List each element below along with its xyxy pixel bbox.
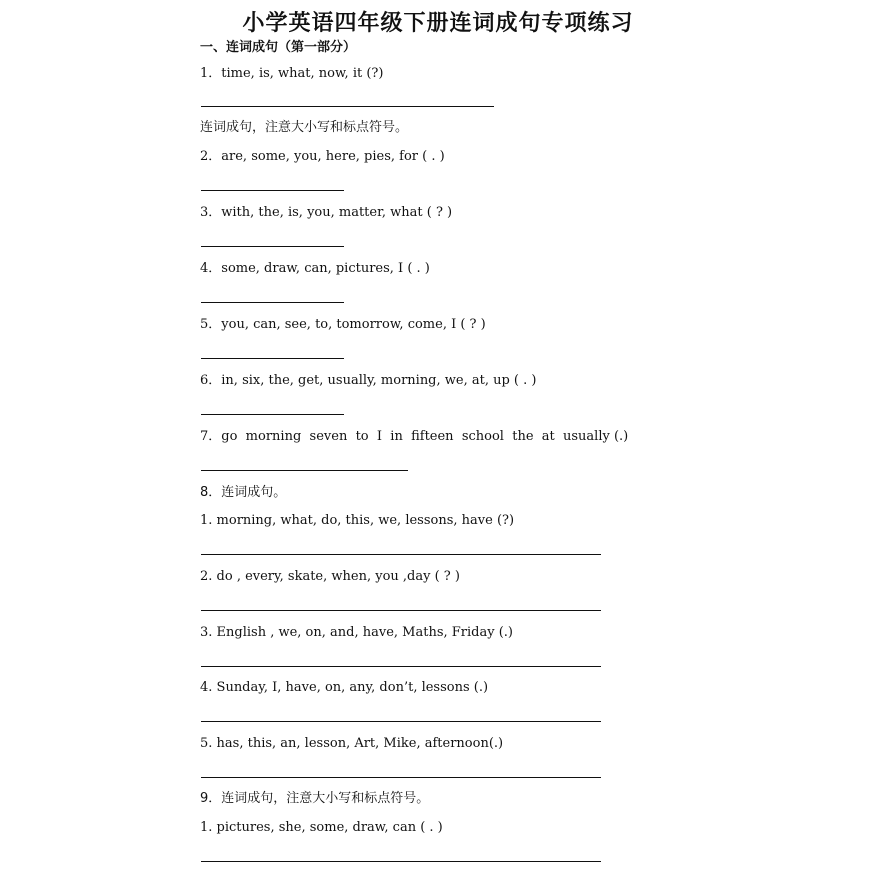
answer-line-5[interactable] [201, 358, 344, 359]
question-5: 5．you, can, see, to, tomorrow, come, I ( ? ) [200, 317, 486, 332]
question-2: 2．are, some, you, here, pies, for ( . ) [200, 149, 445, 164]
answer-line-8-2[interactable] [201, 610, 601, 611]
question-8-1: 1. morning, what, do, this, we, lessons, have (?) [200, 513, 515, 528]
answer-line-4[interactable] [201, 302, 344, 303]
question-8-2: 2. do , every, skate, when, you ,day ( ? ) [200, 569, 460, 584]
page-title: 小学英语四年级下册连词成句专项练习 [242, 11, 634, 36]
answer-line-8-5[interactable] [201, 777, 601, 778]
answer-line-3[interactable] [201, 246, 344, 247]
question-8-heading: 8．连词成句。 [200, 485, 287, 500]
question-4: 4．some, draw, can, pictures, I ( . ) [200, 261, 430, 276]
question-9-heading: 9．连词成句，注意大小写和标点符号。 [200, 791, 430, 806]
question-8-4: 4. Sunday, I, have, on, any, don’t, lessons (.) [200, 680, 489, 695]
answer-line-1[interactable] [201, 106, 494, 107]
question-6: 6．in, six, the, get, usually, morning, we, at, up ( . ) [200, 373, 537, 388]
answer-line-8-1[interactable] [201, 554, 601, 555]
question-8-3: 3. English , we, on, and, have, Maths, Friday (.) [200, 625, 513, 640]
question-1: 1．time, is, what, now, it (?) [200, 66, 384, 81]
answer-line-8-4[interactable] [201, 721, 601, 722]
section-heading: 一、连词成句（第一部分） [200, 40, 357, 55]
answer-line-8-3[interactable] [201, 666, 601, 667]
question-8-5: 5. has, this, an, lesson, Art, Mike, afternoon(.) [200, 736, 504, 751]
answer-line-7[interactable] [201, 470, 408, 471]
question-9-1: 1. pictures, she, some, draw, can ( . ) [200, 820, 443, 835]
answer-line-6[interactable] [201, 414, 344, 415]
question-3: 3．with, the, is, you, matter, what ( ? ) [200, 205, 453, 220]
answer-line-2[interactable] [201, 190, 344, 191]
question-7: 7．go morning seven to I in fifteen school the at usually (.) [200, 429, 629, 444]
instruction-text: 连词成句，注意大小写和标点符号。 [200, 120, 409, 135]
answer-line-9-1[interactable] [201, 861, 601, 862]
